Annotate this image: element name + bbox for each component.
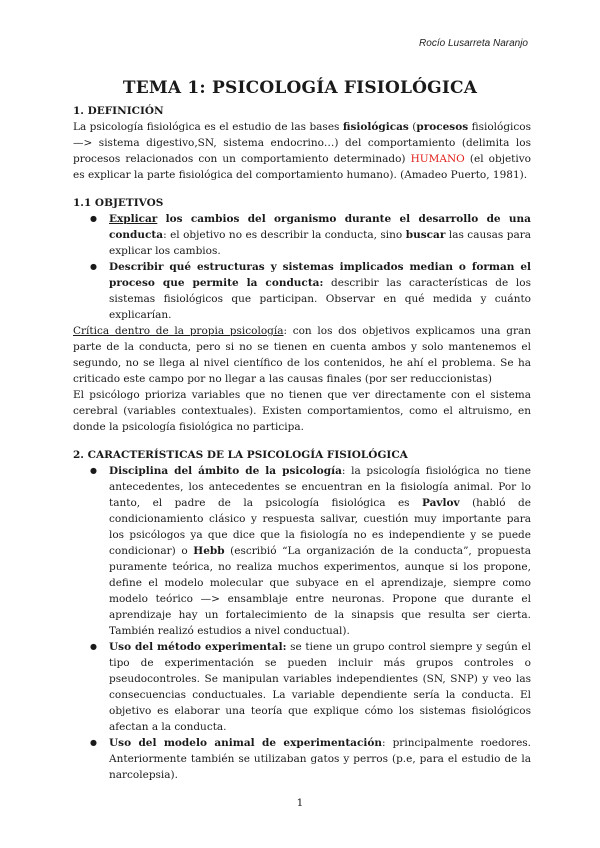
page-title: TEMA 1: PSICOLOGÍA FISIOLÓGICA [122,78,478,98]
author-header: Rocío Lusarreta Naranjo [419,38,528,49]
list-item: ● Explicar los cambios del organismo durante el desarrollo de una conducta: el objetivo no es describir la conducta, sino buscar las causas para explicar los cambios. [73,211,531,259]
definition-paragraph: La psicología fisiológica es el estudio de las bases fisiológicas (procesos fisiológicos—> sistema digestivo,SN, sistema endocrino…) del comportamiento (delimita los procesos relacionados con un comportamiento determinado) HUMANO (el objetivo es explicar la parte fisiológica del comportamiento humano). (Amadeo Puerto, 1981). [73,121,531,181]
section-heading-caracteristicas: 2. CARACTERÍSTICAS DE LA PSICOLOGÍA FISIOLÓGICA [73,449,408,461]
section-heading-objetivos: 1.1 OBJETIVOS [73,197,164,209]
list-item: ● Describir qué estructuras y sistemas implicados median o forman el proceso que permite la conducta: describir las características de los sistemas fisiológicos que participan. Observar en qué medida y cuánto explicarían. [73,259,531,323]
characteristics-list [73,463,531,783]
document-body [73,103,531,783]
list-item: ● Uso del modelo animal de experimentación: principalmente roedores. Anteriormente también se utilizaban gatos y perros (p.e, para el estudio de la narcolepsia). [73,735,531,783]
page-number: 1 [296,797,304,809]
psychologist-paragraph: El psicólogo prioriza variables que no tienen que ver directamente con el sistema cerebral (variables contextuales). Existen comportamientos, como el altruismo, en donde la psicología fisiológica no participa. [73,389,531,433]
objectives-list [73,211,531,323]
list-item: ● Disciplina del ámbito de la psicología: la psicología fisiológica no tiene antecedentes, los antecedentes se encuentran en la fisiología animal. Por lo tanto, el padre de la psicología fisiológica es Pavlov (habló de condicionamiento clásico y respuesta salivar, cuestión muy importante para los psicólogos ya que dice que la fisiología no es independiente y se puede condicionar) o Hebb (escribió “La organización de la conducta”, propuesta puramente teórica, no realiza muchos experimentos, aunque si los propone, define el modelo molecular que subyace en el aprendizaje, siempre como modelo teórico —> ensamblaje entre neuronas. Propone que durante el aprendizaje hay un fortalecimiento de la sinapsis que resulta ser cierta. También realizó estudios a nivel conductual). [73,463,531,639]
list-item: ● Uso del método experimental: se tiene un grupo control siempre y según el tipo de experimentación se pueden incluir más grupos controles o pseudocontroles. Se manipulan variables independientes (SN, SNP) y veo las consecuencias conductuales. La variable dependiente sería la conducta. El objetivo es elaborar una teoría que explique cómo los sistemas fisiológicos afectan a la conducta. [73,639,531,735]
section-heading-definicion: 1. DEFINICIÓN [73,105,164,117]
highlight-humano: HUMANO [410,153,465,165]
critique-paragraph: Crítica dentro de la propia psicología: con los dos objetivos explicamos una gran parte de la conducta, pero si no se tienen en cuenta ambos y solo mantenemos el segundo, no se llega al nivel científico de los contenidos, he ahí el problema. Se ha criticado este campo por no llegar a las causas finales (por ser reduccionistas) [73,325,531,385]
